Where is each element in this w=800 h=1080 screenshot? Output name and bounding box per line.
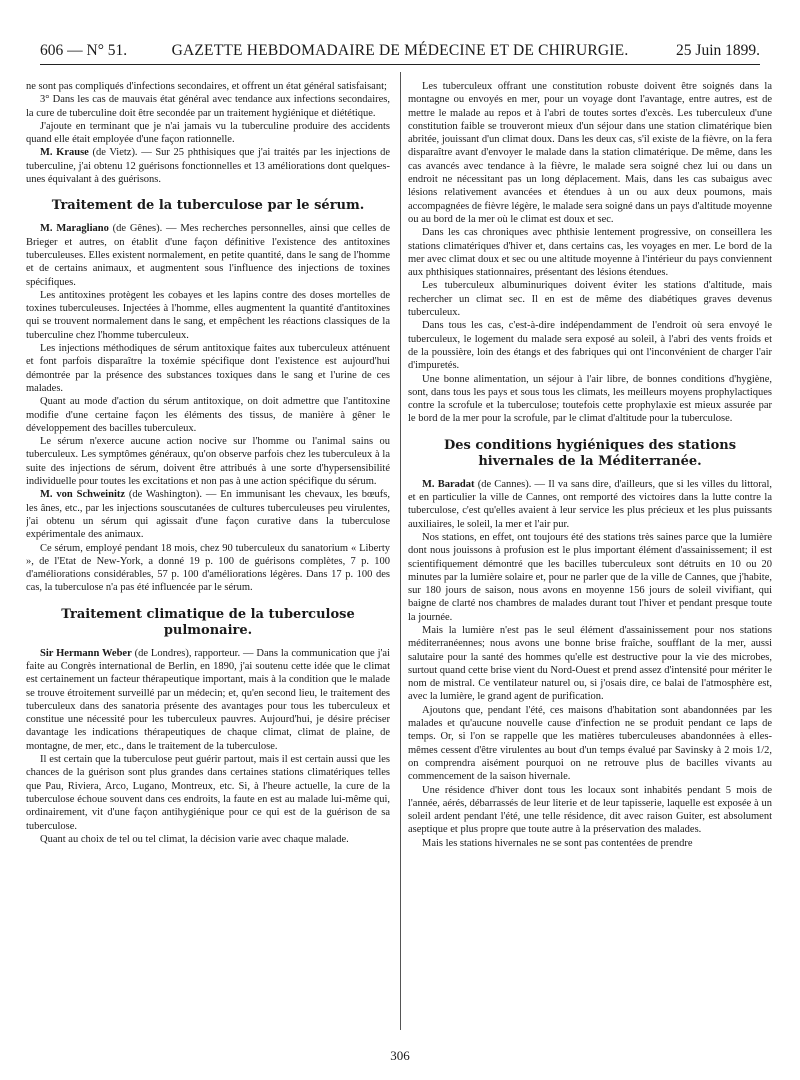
paragraph-text: Ce sérum, employé pendant 18 mois, chez 90 tuberculeux du sanatorium « Liberty », de l'Etat de New-York, a donné 19 p. 100 de guérisons complètes, 7 p. 100 d'améliorations considérables, 57 p. 100 d'améliorations légères. Dans 17 p. 100 des cas, la tuberculose n'a pas été influencée par le sérum. [26,542,390,594]
right-column [408,80,772,1026]
paragraph [26,435,390,488]
paragraph-text: (de Londres), rapporteur. — Dans la communication que j'ai faite au Congrès international de Berlin, en 1890, j'ai soutenu cette idée que le climat est certainement un facteur thérapeutique important, mais à la condition que le malade se trouve étroitement surveillé par un médecin; et, qu'en second lieu, le traitement des tuberculeux dans des sanatoria présente des avantages pour tous les tuberculeux et constitue une nécessité pour les tuberculeux pauvres. Aujourd'hui, je désire préciser davantage les indications thérapeutiques de chaque climat, climat de plaine, de montagne, de mer, etc., dans le traitement de la tuberculose. [26,647,390,752]
paragraph-text: Mais la lumière n'est pas le seul élément d'assainissement pour nos stations méditerranéennes; nous avons une bonne brise fraîche, soufflant de la mer, aussi salutaire pour la santé des hommes qu'elle est destructive pour la vie des microbes, surtout quand cette brise vient du Nord-Ouest et prend assez d'intensité pour mériter le nom de mistral. Ce ventilateur naturel ou, si j'osais dire, ce balai de l'atmosphère est, avec la lumière, le grand agent de purification. [408,624,772,703]
paragraph [408,704,772,784]
journal-title: GAZETTE HEBDOMADAIRE DE MÉDECINE ET DE CHIRURGIE. [171,42,629,59]
paragraph-text: (de Washington). — En immunisant les chevaux, les bœufs, les ânes, etc., par les injections souscutanées de cultures tuberculeuses peu virulentes, j'ai obtenu un sérum qui agissait d'une façon curative dans la tuberculose expérimentale des animaux. [26,489,390,541]
paragraph [408,319,772,372]
paragraph-text: Une résidence d'hiver dont tous les locaux sont inhabités pendant 5 mois de l'année, aérés, débarrassés de leur literie et de leur tapisserie, laquelle est exposée à un soleil ardent pendant l'été, une telle résidence, dit avec raison Guiter, est absolument aseptique et plus propre que toute autre à la préservation des malades. [408,784,772,836]
paragraph [408,478,772,531]
paragraph [26,222,390,288]
paragraph-text: Nos stations, en effet, ont toujours été des stations très saines parce que la lumière dont nous jouissons à profusion est le plus important élément d'assainissement; il est scientifiquement démontré que les bacilles tuberculeux sont détruits en 10 ou 20 minutes par la lumière solaire et, pour ne parler que de la ville de Cannes, que j'habite, sur 180 jours de saison, nous avons en moyenne 156 jours de soleil vivifiant, qui baigne de clarté nos chambres de malades durant tout l'hiver et pendant presque toute la journée. [408,531,772,623]
paragraph [408,784,772,837]
paragraph-text: ne sont pas compliqués d'infections secondaires, et offrent un état général satisfaisant; [26,81,387,92]
paragraph [408,226,772,279]
paragraph-text: Mais les stations hivernales ne se sont pas contentées de prendre [422,837,693,849]
page-number: 306 [390,1048,410,1063]
paragraph-text: (de Cannes). — Il va sans dire, d'ailleurs, que si les villes du littoral, et en particulier la ville de Cannes, ont remporté des victoires dans la lutte contre la tuberculose, c'est qu'elles avaient à leur service les plus précieux et les plus puissants auxiliaires, le soleil, la mer et l'air pur. [408,478,772,530]
paragraph [26,93,390,120]
paragraph [408,531,772,624]
paragraph-text: 3° Dans les cas de mauvais état général avec tendance aux infections secondaires, la cure de tuberculine doit être secondée par un traitement hygiénique et diététique. [26,94,390,119]
speaker-name: M. von Schweinitz [40,489,126,501]
paragraph-text: Dans tous les cas, c'est-à-dire indépendamment de l'endroit où sera envoyé le tuberculeux, le logement du malade sera exposé au soleil, à l'abri des vents froids et de la poussière, loin des étangs et des fabriques qui ont l'inconvénient de charger l'air d'impuretés. [408,320,772,372]
paragraph-text: Les injections méthodiques de sérum antitoxique faites aux tuberculeux atténuent et font parfois disparaître la toxémie spécifique dont l'existence est aujourd'hui démontrée par la présence des substances toxiques dans le sang et l'urine de ces malades. [26,343,390,394]
left-column [26,80,390,1026]
paragraph-text: (de Gênes). — Mes recherches personnelles, ainsi que celles de Brieger et autres, on établit d'une façon définitive l'existence des antitoxines tuberculeuses. Elles existent normalement, en petite quantité, dans le sang de l'homme et de certains animaux, et augmentent sous l'influence des injections de toxines spécifiques. [26,223,390,288]
running-header [40,40,760,65]
paragraph-text: Les tuberculeux offrant une constitution robuste doivent être soignés dans la montagne ou envoyés en mer, pour un voyage dont l'avantage, entre autres, est de mettre le malade au repos et à l'abri de toutes sortes d'excès. Les tuberculeux d'une constitution faible se trouveront mieux d'un séjour dans une station climatérique bien abritée, jouissant d'un climat doux. Dans les deux cas, s'il existe de la fièvre, on la fera disparaître avant d'envoyer le malade dans la station climatérique. De même, dans les cas avancés avec tendance à la fièvre, le malade sera soigné chez lui ou dans un endroit ne nécessitant pas un long déplacement. Mais, dans les cas subaigus avec lésions relativement avancées et étendues à un ou aux deux poumons, mais accompagnées de fièvre légère, le malade sera soigné dans un pays d'altitude moyenne ou au bord de la mer où le climat est doux et sec. [408,81,772,225]
section-heading: Des conditions hygiéniques des stations hivernales de la Méditerranée. [443,437,737,469]
paragraph [26,120,390,147]
paragraph-text: (de Vietz). — Sur 25 phthisiques que j'ai traités par les injections de tuberculine, j'ai obtenu 12 guérisons fonctionnelles et 13 améliorations dont quelques-unes équivalant à des guérisons. [26,147,390,186]
paragraph [26,289,390,342]
paragraph [408,373,772,426]
paragraph-text: Il est certain que la tuberculose peut guérir partout, mais il est certain aussi que les chances de la guérison sont plus grandes dans certaines stations climatériques telles que Pau, Riviera, Arco, Lugano, Montreux, etc. Si, à l'heure actuelle, la cure de la tuberculose échoue souvent dans ces endroits, la faute en est au malade lui-même qui, ordinairement, vit d'une façon antihygiénique pour ce qui est de la guérison de sa tuberculose. [26,754,390,832]
paragraph-text: Quant au choix de tel ou tel climat, la décision varie avec chaque malade. [40,833,349,845]
paragraph [26,647,390,753]
section-heading: Traitement de la tuberculose par le sérum. [51,198,365,214]
paragraph-text: Le sérum n'exerce aucune action nocive sur l'homme ou l'animal sains ou tuberculeux. Les symptômes généraux, qu'on observe parfois chez les tuberculeux à la suite des injections de sérum, doivent être attribués à une sorte d'hypersensibilité individuelle pour toutes les excitations et non pas à une action spécifique du sérum. [26,436,390,488]
speaker-name: M. Maragliano [40,223,109,235]
speaker-name: M. Krause [40,147,89,159]
page-issue-number: 606 — N° 51. [40,42,128,59]
paragraph [408,837,772,850]
paragraph [26,542,390,595]
section-heading: Traitement climatique de la tuberculose pulmonaire. [61,606,355,638]
column-divider [400,72,401,1030]
paragraph [26,395,390,435]
paragraph [26,342,390,395]
paragraph [26,488,390,541]
paragraph [408,279,772,319]
paragraph-text: Une bonne alimentation, un séjour à l'air libre, de bonnes conditions d'hygiène, sont, dans tous les pays et sous tous les climats, les meilleurs moyens prophylactiques contre la scrofule et la tuberculose; toutefois cette prophylaxie est mieux assurée par le bord de la mer pour la scrofule, par le climat d'altitude pour la tuberculose. [408,373,772,425]
speaker-name: Sir Hermann Weber [40,647,132,659]
paragraph [408,80,772,226]
speaker-name: M. Baradat [422,478,475,490]
paragraph [26,753,390,833]
issue-date: 25 Juin 1899. [676,42,760,59]
paragraph-text: J'ajoute en terminant que je n'ai jamais vu la tuberculine produire des accidents quand elle était employée d'une façon rationnelle. [26,120,390,146]
paragraph [26,146,390,186]
paragraph [26,80,390,93]
paragraph-text: Dans les cas chroniques avec phthisie lentement progressive, on conseillera les stations climatériques d'hiver et, dans certains cas, les voyages en mer. Le bord de la mer avec climat doux et sec ou une altitude moyenne à l'intérieur du pays conviennent aux phthisiques stationnaires, présentant des lésions étendues. [408,227,772,279]
paragraph-text: Les antitoxines protègent les cobayes et les lapins contre des doses mortelles de toxines tuberculeuses. Injectées à l'homme, elles augmentent la quantité d'antitoxines qui se trouvent normalement dans le sang, et empêchent les réactions classiques de la tuberculine chez l'homme tuberculeux. [26,289,390,341]
paragraph [408,624,772,704]
paragraph-text: Ajoutons que, pendant l'été, ces maisons d'habitation sont abandonnées par les malades et qu'aucune nouvelle cause d'infection ne se produit pendant ce laps de temps. Or, si l'on se rappelle que les matières tuberculeuses abandonnées à elles-mêmes cessent d'être virulentes au bout d'un temps évalué par Savinsky à 2 mois 1/2, on comprendra aisément pourquoi on ne retrouve plus de bacilles vivants au commencement de la saison hivernale. [408,704,772,783]
paragraph-text: Les tuberculeux albuminuriques doivent éviter les stations d'altitude, mais rechercher un climat sec. Il en est de même des diabétiques graves devenus tuberculeux. [408,280,772,319]
paragraph [26,833,390,846]
paragraph-text: Quant au mode d'action du sérum antitoxique, on doit admettre que l'antitoxine modifie d'une certaine façon les éléments des tissus, de manière à gêner le développement des bacilles tuberculeux. [26,396,390,434]
